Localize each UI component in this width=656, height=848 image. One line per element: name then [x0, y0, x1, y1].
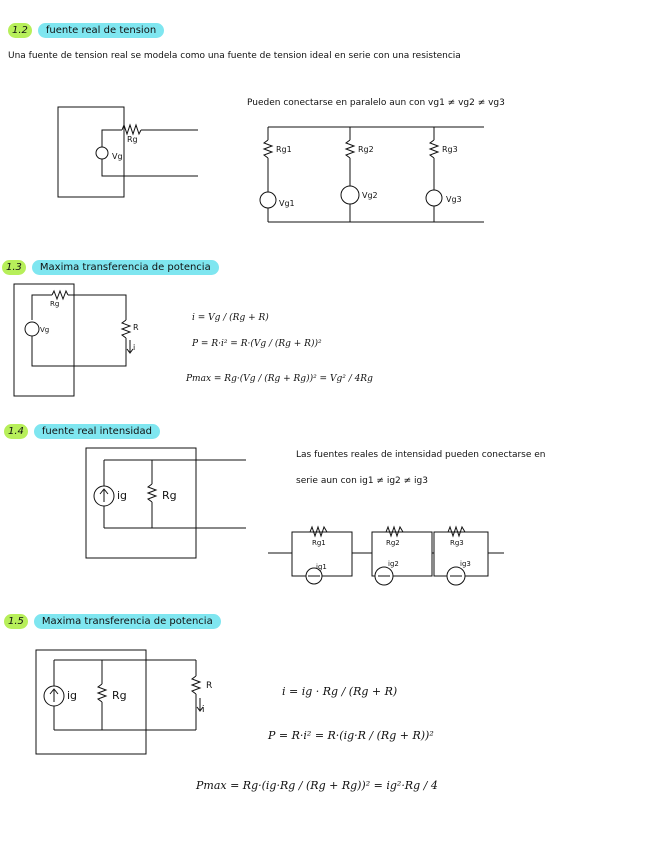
- section-number: 1.5: [4, 614, 28, 629]
- series-note-line-1: Las fuentes reales de intensidad pueden conectarse en: [296, 450, 546, 460]
- max-power-voltage-circuit: [14, 284, 136, 396]
- max-power-current-circuit: [36, 650, 203, 754]
- series-current-sources-circuit: [268, 527, 504, 585]
- label-ig2: ig2: [388, 560, 399, 568]
- section-1-4-header: [4, 423, 160, 439]
- series-note-line-2: serie aun con ig1 ≠ ig2 ≠ ig3: [296, 476, 428, 486]
- label-rg3: Rg3: [442, 145, 458, 154]
- label-ig1: ig1: [316, 563, 327, 571]
- section-number: 1.2: [8, 23, 32, 38]
- label-rg: Rg: [162, 489, 177, 502]
- parallel-note: Pueden conectarse en paralelo aun con vg1 ≠ vg2 ≠ vg3: [247, 98, 505, 108]
- formula-current: i = ig · Rg / (Rg + R): [282, 685, 398, 698]
- intro-text: Una fuente de tension real se modela como una fuente de tension ideal en serie con una resistencia: [8, 51, 461, 61]
- label-ig: ig: [67, 689, 78, 702]
- label-vg2: Vg2: [362, 191, 378, 200]
- section-title: fuente real intensidad: [34, 424, 160, 439]
- label-rg3: Rg3: [450, 539, 464, 547]
- formula-power: P = R·i² = R·(ig·R / (Rg + R))²: [268, 729, 434, 742]
- section-number: 1.3: [2, 260, 26, 275]
- label-rg2: Rg2: [358, 145, 374, 154]
- label-rg: Rg: [50, 300, 60, 308]
- label-rg: Rg: [127, 135, 138, 144]
- label-r: R: [206, 681, 213, 691]
- label-r: R: [133, 323, 139, 332]
- formula-power: P = R·i² = R·(Vg / (Rg + R))²: [192, 339, 322, 349]
- label-i: i: [202, 705, 205, 715]
- section-number: 1.4: [4, 424, 28, 439]
- section-title: fuente real de tension: [38, 23, 164, 38]
- label-i: i: [133, 343, 136, 352]
- label-vg: Vg: [112, 152, 123, 161]
- real-current-source-circuit: [86, 448, 246, 558]
- section-title: Maxima transferencia de potencia: [34, 614, 221, 629]
- formula-pmax: Pmax = Rg·(Vg / (Rg + Rg))² = Vg² / 4Rg: [186, 374, 373, 384]
- label-rg1: Rg1: [312, 539, 326, 547]
- label-ig: ig: [117, 489, 128, 502]
- section-title: Maxima transferencia de potencia: [32, 260, 219, 275]
- label-rg1: Rg1: [276, 145, 292, 154]
- formula-current: i = Vg / (Rg + R): [192, 313, 269, 323]
- real-voltage-source-circuit: [58, 107, 198, 197]
- formula-pmax: Pmax = Rg·(ig·Rg / (Rg + Rg))² = ig²·Rg / 4: [196, 779, 438, 792]
- label-vg: Vg: [40, 326, 50, 334]
- section-1-5-header: [4, 613, 221, 629]
- label-vg3: Vg3: [446, 195, 462, 204]
- label-vg1: Vg1: [279, 199, 295, 208]
- label-ig3: ig3: [460, 560, 471, 568]
- label-rg: Rg: [112, 689, 127, 702]
- label-rg2: Rg2: [386, 539, 400, 547]
- section-1-3-header: [2, 259, 219, 275]
